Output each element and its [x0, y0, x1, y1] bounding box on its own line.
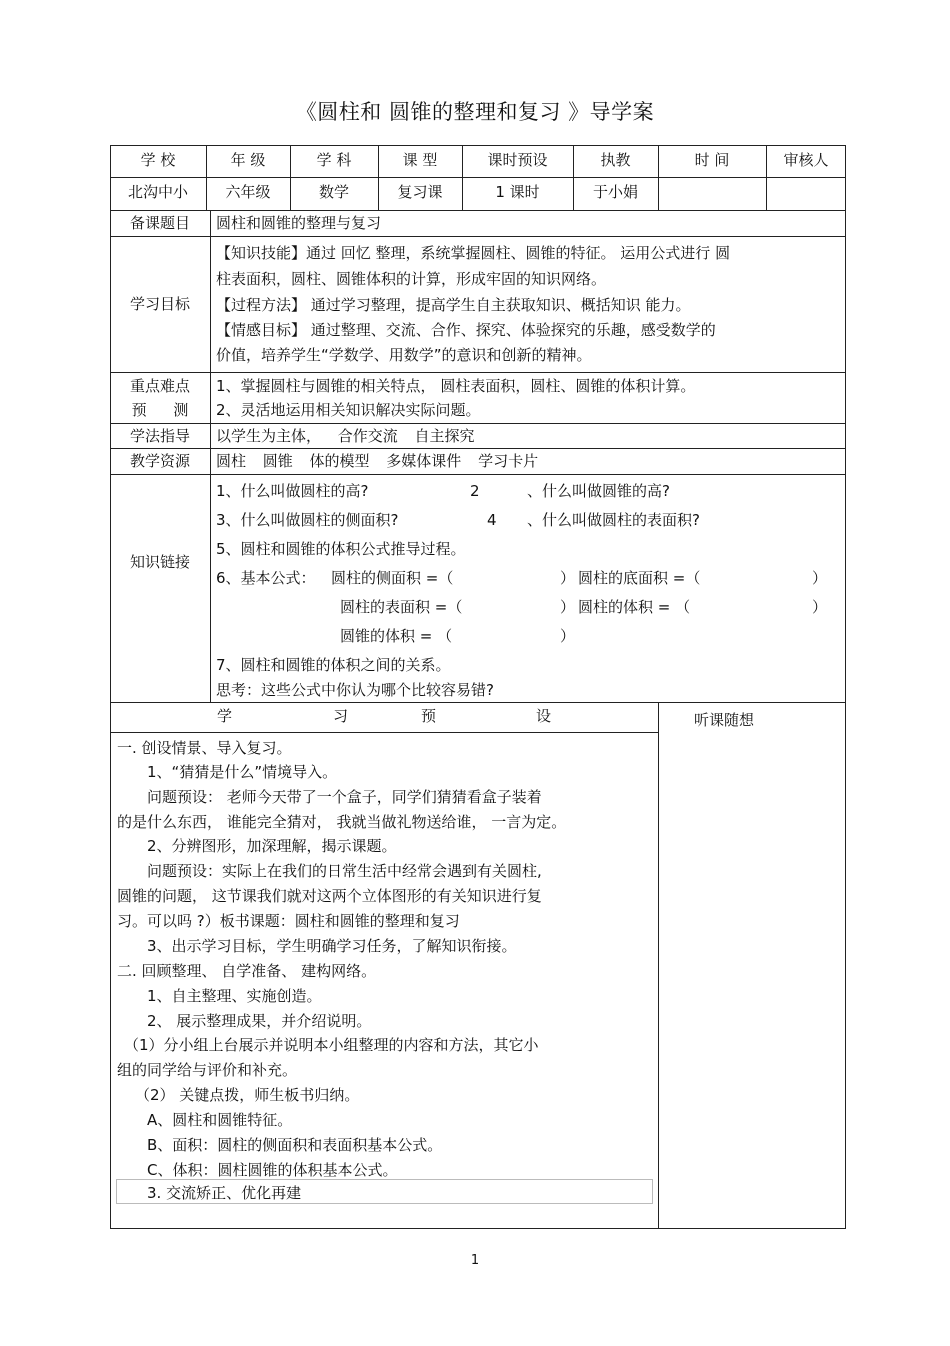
objectives-label: 学习目标 — [129, 295, 190, 313]
header-label-time: 时 间 — [694, 151, 730, 169]
header-label-grade: 年 级 — [230, 151, 266, 169]
plan-line: 2、 展示整理成果，并介绍说明。 — [147, 1012, 372, 1030]
formula-surface-area: 圆柱的表面积 =（ — [340, 598, 463, 616]
lower-heading-char: 预 — [421, 707, 437, 725]
header-value-teacher: 于小娟 — [592, 183, 638, 201]
objectives-line: 价值，培养学生“学数学、用数学”的意识和创新的精神。 — [216, 346, 592, 364]
page-number: 1 — [470, 1253, 480, 1268]
objectives-line: 【知识技能】通过 回忆 整理，系统掌握圆柱、圆锥的特征。 运用公式进行 圆 — [216, 244, 731, 262]
plan-line: （2） 关键点拨，师生板书归纳。 — [135, 1086, 360, 1104]
header-label-teacher: 执教 — [600, 151, 631, 169]
formula-blank-end: ） — [812, 569, 828, 587]
method-text: 以学生为主体， 合作交流 自主探究 — [216, 427, 475, 445]
topic-text: 圆柱和圆锥的整理与复习 — [216, 214, 382, 232]
plan-line: 1、“猜猜是什么”情境导入。 — [147, 763, 338, 781]
row-divider — [110, 236, 846, 237]
formula-blank-end: ） — [560, 569, 576, 587]
plan-line: 圆锥的问题， 这节课我们就对这两个立体图形的有关知识进行复 — [117, 887, 542, 905]
knowledge-question: 7、圆柱和圆锥的体积之间的关系。 — [216, 656, 451, 674]
knowledge-question: 、什么叫做圆锥的高? — [527, 482, 670, 500]
row-divider — [110, 372, 846, 373]
header-value-grade: 六年级 — [225, 183, 271, 201]
row-divider — [110, 474, 846, 475]
formula-blank-end: ） — [560, 627, 576, 645]
plan-line: 的是什么东西， 谁能完全猜对， 我就当做礼物送给谁， 一言为定。 — [117, 813, 567, 831]
objectives-line: 【情感目标】 通过整理、交流、合作、探究、体验探究的乐趣，感受数学的 — [216, 321, 716, 339]
formula-base-area: 圆柱的底面积 =（ — [578, 569, 701, 587]
header-value-school: 北沟中小 — [127, 183, 188, 201]
objectives-line: 柱表面积，圆柱、圆锥体积的计算，形成牢固的知识网络。 — [216, 270, 607, 288]
key-points-line: 1、掌握圆柱与圆锥的相关特点， 圆柱表面积，圆柱、圆锥的体积计算。 — [216, 377, 696, 395]
col-divider — [658, 702, 659, 1229]
header-value-type: 复习课 — [397, 183, 443, 201]
knowledge-think: 思考：这些公式中你认为哪个比较容易错? — [216, 681, 494, 699]
plan-line: 组的同学给与评价和补充。 — [117, 1061, 298, 1079]
formula-lateral-area: 圆柱的侧面积 =（ — [331, 569, 454, 587]
plan-line: 习。可以吗 ?）板书课题：圆柱和圆锥的整理和复习 — [117, 912, 460, 930]
plan-line: 3、出示学习目标，学生明确学习任务，了解知识衔接。 — [147, 937, 517, 955]
row-divider — [110, 448, 846, 449]
knowledge-question: 、什么叫做圆柱的表面积? — [527, 511, 700, 529]
method-label: 学法指导 — [129, 427, 190, 445]
knowledge-question: 5、圆柱和圆锥的体积公式推导过程。 — [216, 540, 466, 558]
header-label-school: 学 校 — [140, 151, 176, 169]
header-label-reviewer: 审核人 — [783, 151, 829, 169]
formula-cylinder-volume: 圆柱的体积 = （ — [578, 598, 691, 616]
header-value-periods: 1 课时 — [495, 183, 540, 201]
plan-line: B、面积：圆柱的侧面积和表面积基本公式。 — [147, 1136, 443, 1154]
formula-lead: 6、基本公式： — [216, 569, 316, 587]
row-divider — [110, 210, 846, 211]
col-divider — [210, 210, 211, 702]
lower-heading-char: 学 — [217, 707, 233, 725]
key-points-line: 2、灵活地运用相关知识解决实际问题。 — [216, 401, 481, 419]
lower-heading-char: 设 — [536, 707, 552, 725]
resources-text: 圆柱 圆锥 体的模型 多媒体课件 学习卡片 — [216, 452, 539, 470]
header-label-periods: 课时预设 — [487, 151, 548, 169]
plan-line: 1、自主整理、实施创造。 — [147, 987, 322, 1005]
knowledge-label: 知识链接 — [129, 553, 190, 571]
side-notes-heading: 听课随想 — [694, 711, 755, 729]
key-points-label: 预 测 — [131, 401, 189, 419]
objectives-line: 【过程方法】 通过学习整理，提高学生自主获取知识、概括知识 能力。 — [216, 296, 691, 314]
key-points-label: 重点难点 — [129, 377, 190, 395]
plan-line: 二. 回顾整理、 自学准备、 建构网络。 — [117, 962, 377, 980]
knowledge-question-number: 4 — [487, 511, 497, 529]
row-divider — [110, 423, 846, 424]
row-divider — [110, 732, 658, 733]
topic-label: 备课题目 — [129, 214, 190, 232]
plan-line: 问题预设： 老师今天带了一个盒子，同学们猜猜看盒子装着 — [147, 788, 542, 806]
formula-blank-end: ） — [812, 598, 828, 616]
knowledge-question: 1、什么叫做圆柱的高? — [216, 482, 369, 500]
plan-line: C、体积：圆柱圆锥的体积基本公式。 — [147, 1161, 398, 1179]
lower-heading-char: 习 — [333, 707, 349, 725]
page-title: 《圆柱和 圆锥的整理和复习 》导学案 — [295, 100, 655, 124]
plan-line: 3. 交流矫正、优化再建 — [147, 1184, 302, 1202]
resources-label: 教学资源 — [129, 452, 190, 470]
plan-line: （1）分小组上台展示并说明本小组整理的内容和方法，其它小 — [124, 1036, 539, 1054]
knowledge-question: 3、什么叫做圆柱的侧面积? — [216, 511, 399, 529]
plan-line: A、圆柱和圆锥特征。 — [147, 1111, 293, 1129]
row-divider — [110, 177, 846, 178]
knowledge-question-number: 2 — [470, 482, 480, 500]
formula-blank-end: ） — [560, 598, 576, 616]
header-value-subject: 数学 — [318, 183, 349, 201]
header-label-type: 课 型 — [402, 151, 438, 169]
row-divider — [110, 702, 846, 703]
plan-line: 问题预设：实际上在我们的日常生活中经常会遇到有关圆柱, — [147, 862, 542, 880]
header-label-subject: 学 科 — [316, 151, 352, 169]
plan-line: 2、分辨图形，加深理解，揭示课题。 — [147, 837, 397, 855]
plan-line: 一. 创设情景、导入复习。 — [117, 739, 292, 757]
formula-cone-volume: 圆锥的体积 = （ — [340, 627, 453, 645]
